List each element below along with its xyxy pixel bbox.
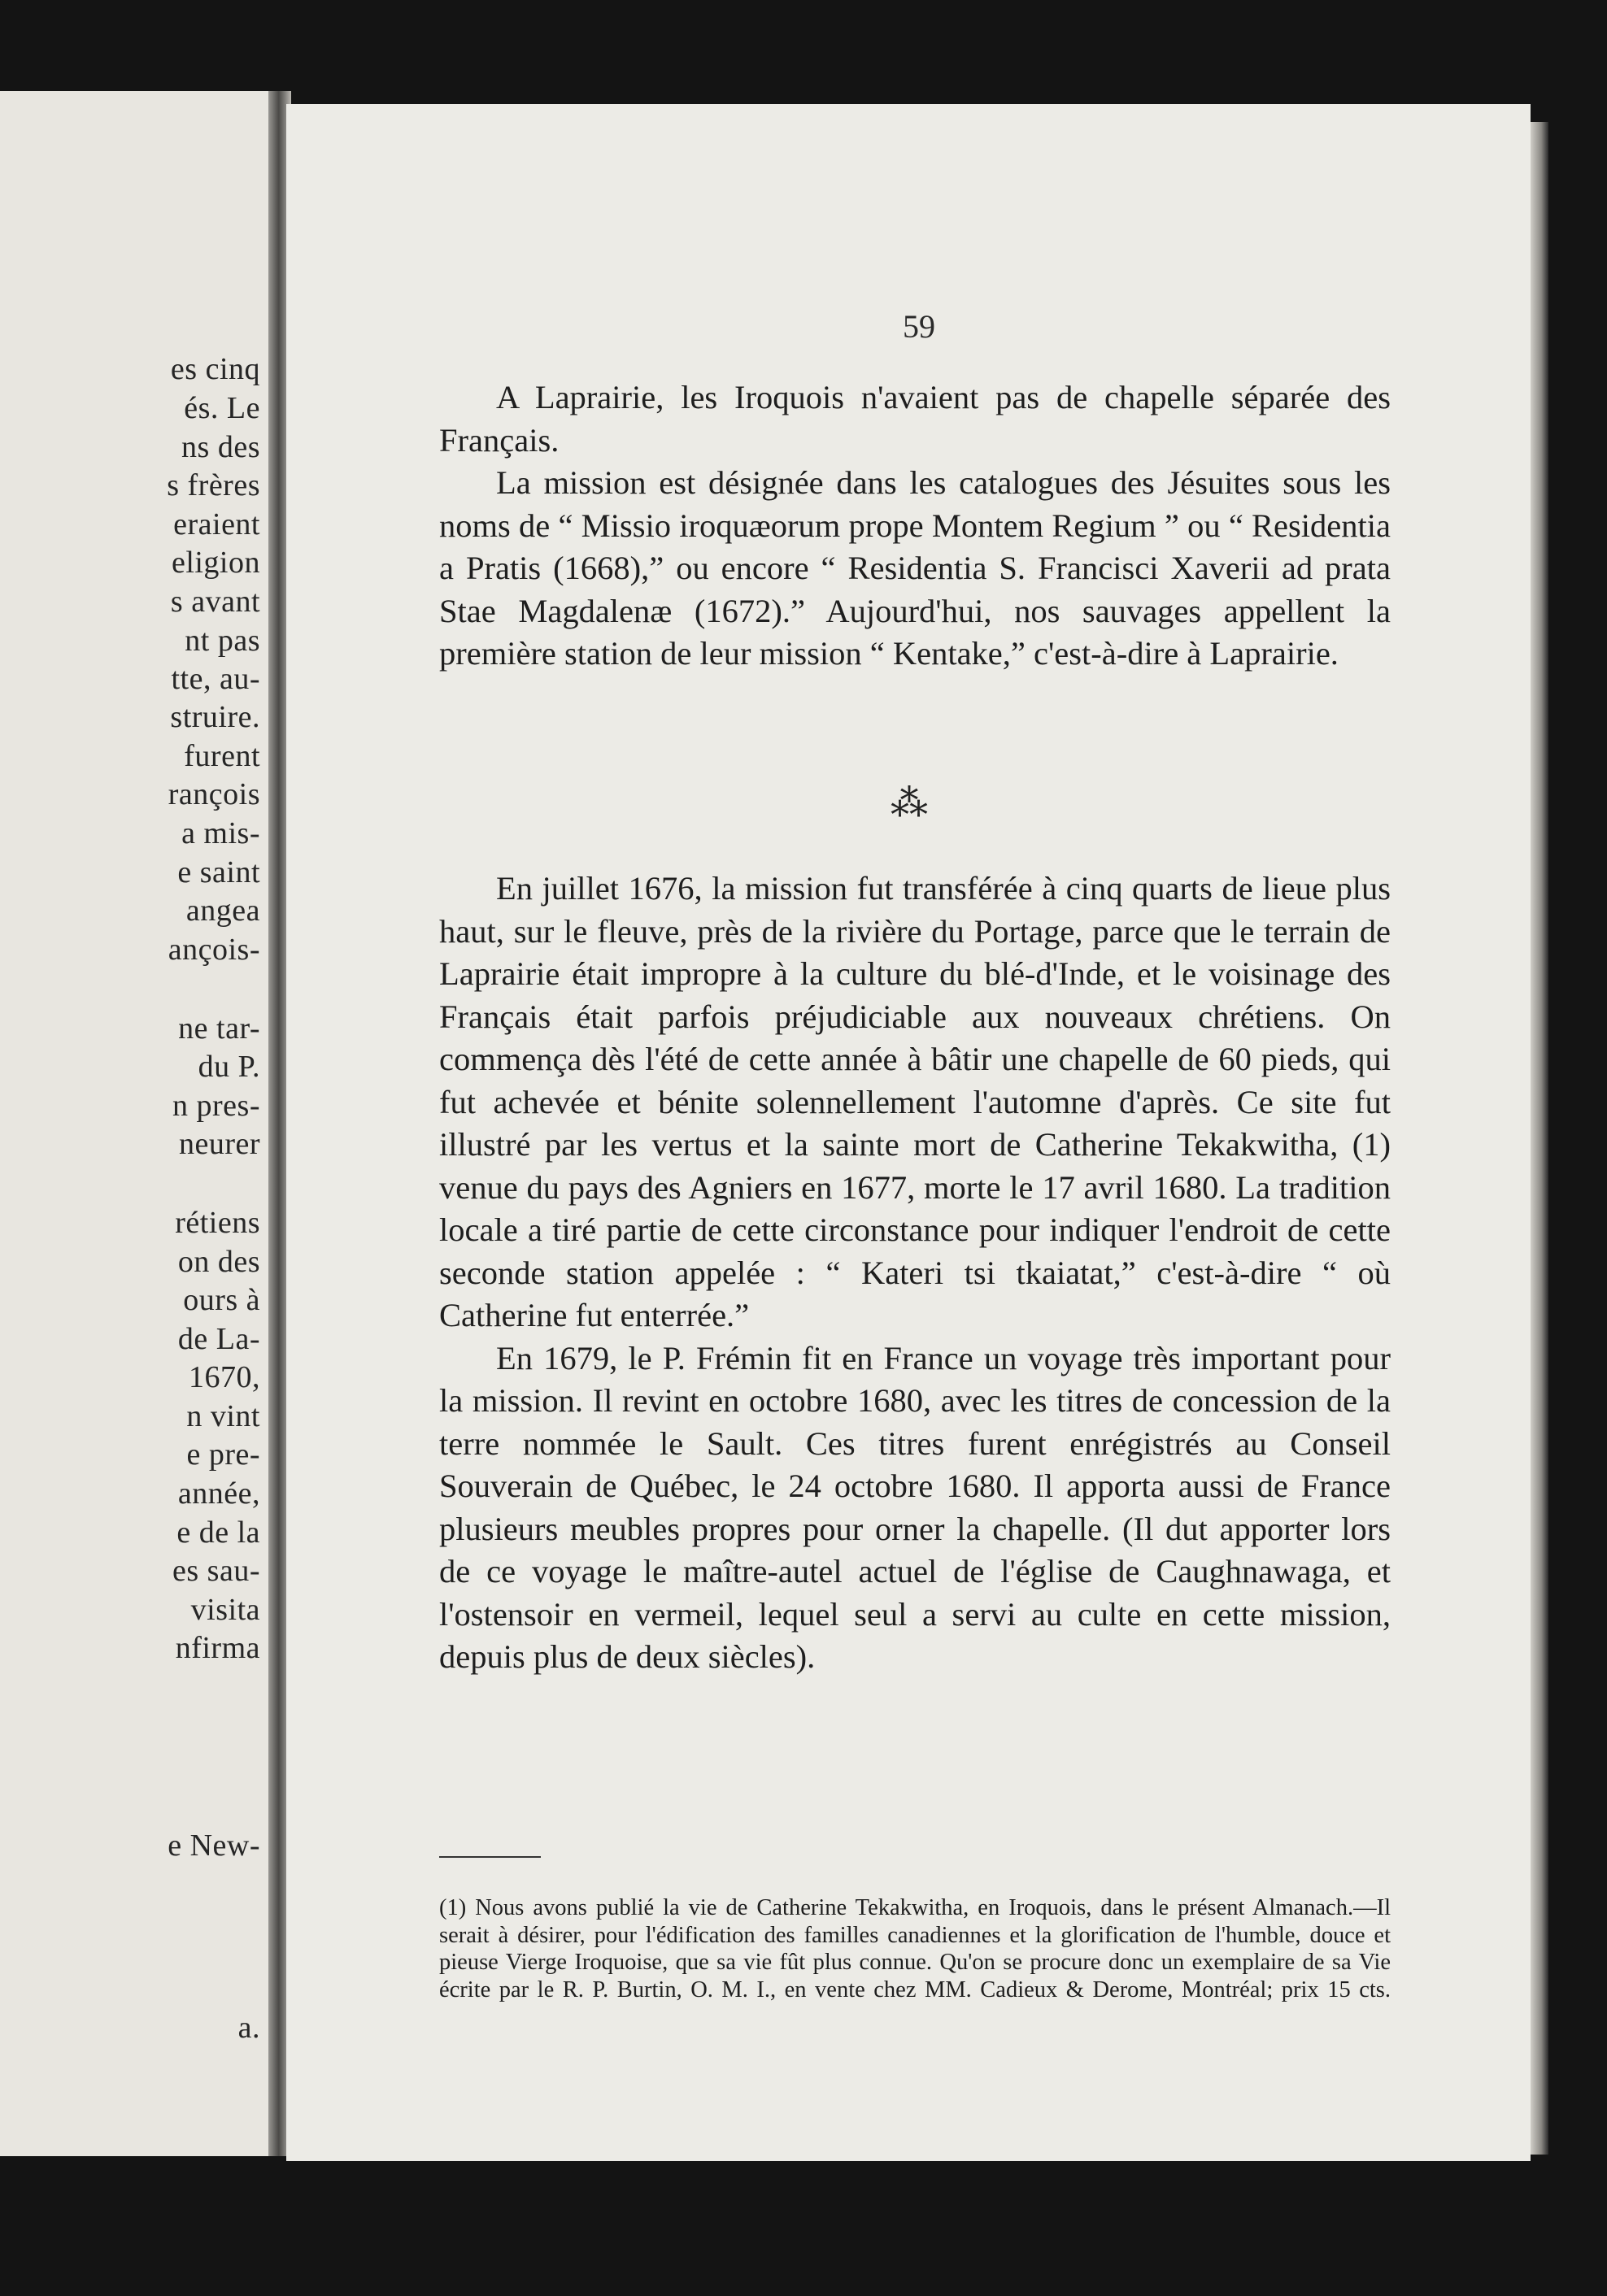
left-page-line: 1670, xyxy=(189,1360,260,1394)
left-page-line: rétiens xyxy=(175,1206,260,1240)
left-page-line: neurer xyxy=(178,1127,260,1161)
text-block-1 xyxy=(439,376,1391,676)
left-page-line: nfirma xyxy=(175,1631,260,1665)
paragraph: A Laprairie, les Iroquois n'avaient pas de chapelle séparée des Français. xyxy=(439,379,1391,459)
left-page-line: e New- xyxy=(168,1829,260,1863)
left-page-line: es cinq xyxy=(170,352,260,386)
left-page-line: e de la xyxy=(176,1515,260,1550)
left-page-line: a. xyxy=(237,2011,260,2045)
asterism-separator: ⁂ xyxy=(891,782,930,824)
left-page-line: furent xyxy=(184,739,260,773)
left-page-line: s avant xyxy=(170,585,260,619)
page-edge xyxy=(1531,122,1548,2155)
left-page-line: a mis- xyxy=(181,816,260,850)
left-page xyxy=(0,91,268,2156)
left-page-line: struire. xyxy=(170,700,260,734)
left-page-line: nt pas xyxy=(185,624,260,658)
left-page-line: e pre- xyxy=(186,1437,260,1472)
paragraph: La mission est désignée dans les catalogues des Jésuites sous les noms de “ Missio iroquæorum prope Montem Regium ” ou “ Residentia a Pratis (1668),” ou encore “ Residentia S. Francisci Xaverii ad prata Stae Magdalenæ (1672).” Aujourd'hui, nos sauvages appellent la première station de leur mission “ Kentake,” c'est-à-dire à Laprairie. xyxy=(439,464,1391,672)
left-page-line: visita xyxy=(190,1593,260,1627)
text-block-2 xyxy=(439,868,1391,1679)
left-page-line: ne tar- xyxy=(178,1011,260,1046)
left-page-line: du P. xyxy=(198,1050,260,1084)
left-page-line: angea xyxy=(185,894,260,928)
left-page-line: n vint xyxy=(186,1399,260,1433)
left-page-line: on des xyxy=(177,1245,260,1279)
paragraph: En juillet 1676, la mission fut transférée à cinq quarts de lieue plus haut, sur le fleuve, près de la rivière du Portage, parce que le terrain de Laprairie était impropre à la culture du blé-d'Inde, et le voisinage des Français était parfois préjudiciable aux nouveaux chrétiens. On commença dès l'été de cette année à bâtir une chapelle de 60 pieds, qui fut achevée et bénite solennellement l'automne d'après. Ce site fut illustré par les vertus et la sainte mort de Catherine Tekakwitha, (1) venue du pays des Agniers en 1677, morte le 17 avril 1680. La tradition locale a tiré partie de cette circonstance pour indiquer l'endroit de cette seconde station appelée : “ Kateri tsi tkaiatat,” c'est-à-dire “ où Catherine fut enterrée.” xyxy=(439,870,1391,1333)
page-number: 59 xyxy=(903,308,935,345)
left-page-line: eraient xyxy=(173,507,260,541)
left-page-line: année, xyxy=(177,1476,260,1511)
left-page-line: e saint xyxy=(177,855,260,889)
paragraph: En 1679, le P. Frémin fit en France un voyage très important pour la mission. Il revint en octobre 1680, avec les titres de concession de la terre nommée le Sault. Ces titres furent enrégistrés au Conseil Souverain de Québec, le 24 octobre 1680. Il apporta aussi de France plusieurs meubles propres pour orner la chapelle. (Il dut apporter lors de ce voyage le maître-autel actuel de l'église de Caughnawaga, et l'ostensoir en vermeil, lequel seul a servi au culte en cette mission, depuis plus de deux siècles). xyxy=(439,1339,1391,1675)
left-page-line: n pres- xyxy=(172,1089,260,1123)
left-page-line: s frères xyxy=(167,468,260,502)
left-page-line: rançois xyxy=(168,777,260,811)
left-page-line: ours à xyxy=(183,1283,260,1317)
left-page-line: tte, au- xyxy=(171,662,260,696)
left-page-line: ns des xyxy=(181,430,260,464)
left-page-line: es sau- xyxy=(172,1554,260,1588)
footnote: (1) Nous avons publié la vie de Catherine Tekakwitha, en Iroquois, dans le présent Almanach.—Il serait à désirer, pour l'édification des familles canadiennes et la glorification de l'humble, douce et pieuse Vierge Iroquoise, que sa vie fût plus connue. Qu'on se procure donc un exemplaire de sa Vie écrite par le R. P. Burtin, O. M. I., en vente chez MM. Cadieux & Derome, Montréal; prix 15 cts. xyxy=(439,1895,1391,2002)
left-page-line: eligion xyxy=(171,546,260,580)
left-page-line: és. Le xyxy=(184,391,260,425)
footnote-rule xyxy=(439,1856,541,1858)
left-page-line: de La- xyxy=(177,1322,260,1356)
left-page-line: ançois- xyxy=(168,933,260,967)
